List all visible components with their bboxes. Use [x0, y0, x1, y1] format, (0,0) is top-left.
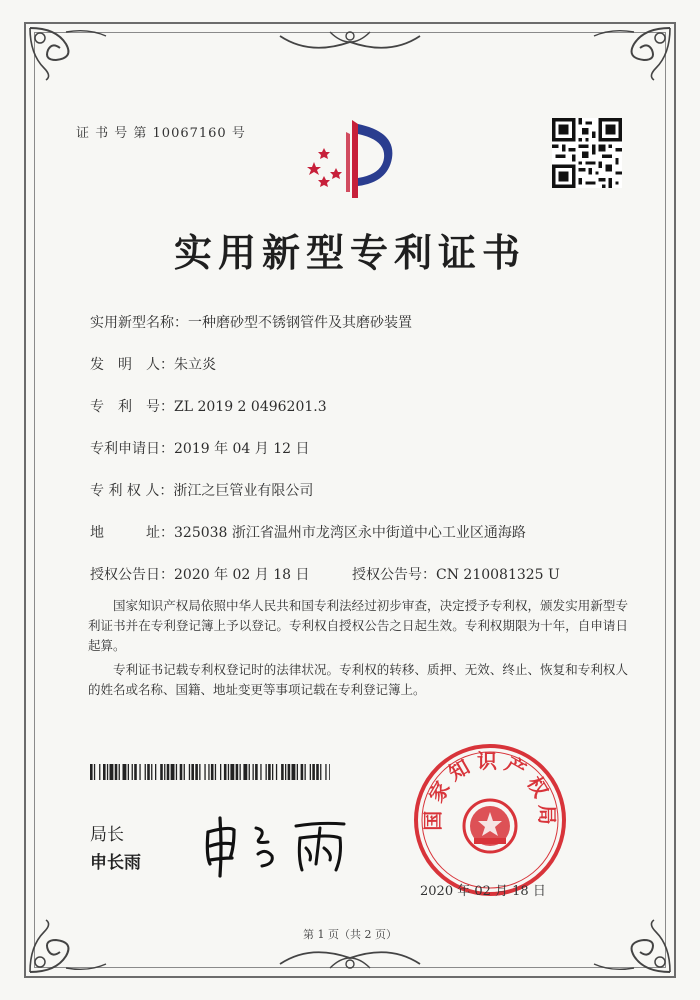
field-label: 专利申请日： [90, 441, 174, 457]
director-title: 局长 [90, 825, 124, 845]
field-value: 朱立炎 [174, 357, 216, 373]
grant-statement-paragraph: 国家知识产权局依照中华人民共和国专利法经过初步审查，决定授予专利权，颁发实用新型专利证书并在专利登记簿上予以登记。专利权自授权公告之日起生效。专利权期限为十年，自申请日起算。 [88, 598, 628, 653]
address-row [90, 522, 526, 542]
corner-ornament-icon [584, 24, 674, 84]
official-seal-icon [410, 740, 570, 900]
director-signature-icon [200, 808, 360, 878]
field-label: 发 明 人： [90, 357, 174, 373]
field-value: 325038 浙江省温州市龙湾区永中街道中心工业区通海路 [174, 525, 526, 541]
top-ornament-icon [270, 26, 430, 60]
field-value: CN 210081325 U [436, 567, 560, 583]
barcode-icon [90, 764, 330, 780]
bottom-ornament-icon [270, 940, 430, 974]
patentee-row [90, 480, 313, 500]
corner-ornament-icon [26, 916, 116, 976]
field-label: 实用新型名称： [90, 315, 188, 331]
grant-number-row [352, 564, 560, 584]
field-label: 专 利 权 人： [90, 483, 174, 499]
field-value: ZL 2019 2 0496201.3 [174, 399, 327, 415]
field-label: 专 利 号： [90, 399, 174, 415]
field-label: 授权公告号： [352, 567, 436, 583]
patent-number-row [90, 396, 327, 416]
qr-code-icon [552, 118, 622, 188]
legal-status-paragraph: 专利证书记载专利权登记时的法律状况。专利权的转移、质押、无效、终止、恢复和专利权人的姓名或名称、国籍、地址变更等事项记载在专利登记簿上。 [88, 662, 628, 697]
certificate-number: 证 书 号 第 10067160 号 [76, 126, 246, 141]
corner-ornament-icon [584, 916, 674, 976]
patent-office-emblem-icon [300, 112, 410, 202]
inventor-row [90, 354, 216, 374]
director-name: 申长雨 [90, 853, 141, 873]
field-value: 2020 年 02 月 18 日 [174, 567, 310, 583]
field-label: 地 址： [90, 525, 174, 541]
grant-date-row [90, 564, 310, 584]
certificate-title: 实用新型专利证书 [173, 230, 526, 275]
utility-model-name-row [90, 312, 412, 332]
corner-ornament-icon [26, 24, 116, 84]
field-value: 2019 年 04 月 12 日 [174, 441, 310, 457]
page-footer: 第 1 页（共 2 页） [303, 928, 397, 941]
filing-date-row [90, 438, 310, 458]
field-value: 浙江之巨管业有限公司 [173, 483, 314, 499]
svg-text:国家知识产权局: 国家知识产权局 [420, 749, 560, 831]
field-label: 授权公告日： [90, 567, 174, 583]
seal-date: 2020 年 02 月 18 日 [420, 884, 546, 899]
field-value: 一种磨砂型不锈钢管件及其磨砂装置 [188, 315, 412, 331]
